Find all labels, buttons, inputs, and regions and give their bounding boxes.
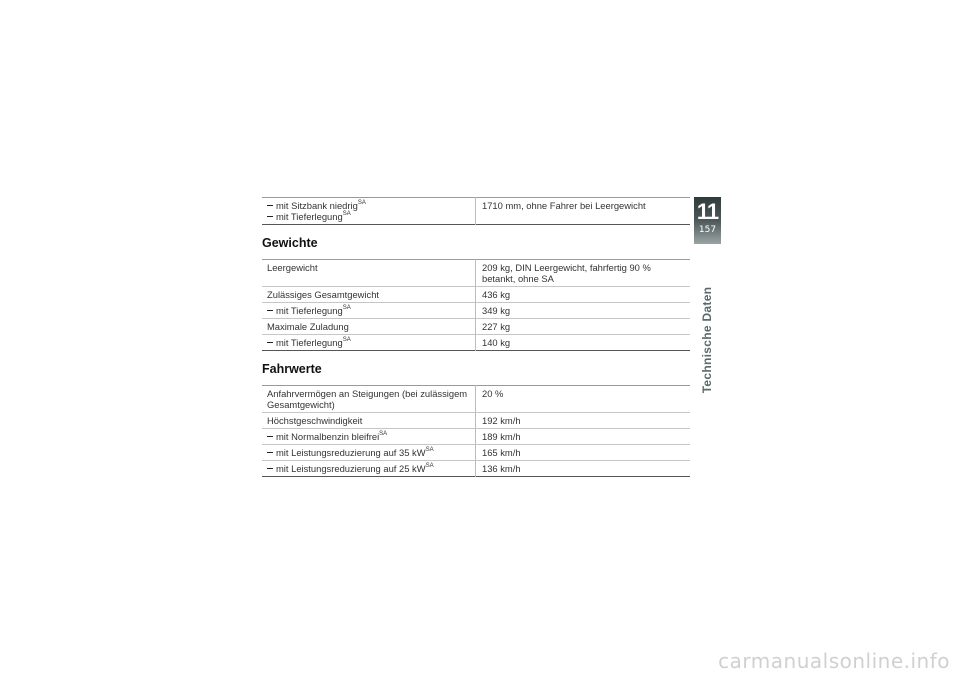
weights-heading: Gewichte [262, 236, 318, 250]
table-row [262, 335, 690, 351]
row-label: Maximale Zuladung [267, 321, 349, 332]
row-label: mit Tieferlegung$^{SA}$ [267, 211, 470, 222]
label-cell [262, 319, 476, 335]
dash-icon [267, 436, 273, 438]
value-cell: 209 kg, DIN Leergewicht, fahrfertig 90 % betankt, ohne SA [482, 262, 651, 284]
value-cell: 20 % [482, 388, 504, 399]
row-label: mit Normalbenzin bleifrei [276, 431, 380, 442]
performance-heading: Fahrwerte [262, 362, 322, 376]
value-cell: 349 kg [482, 305, 511, 316]
chapter-title-text: Technische Daten [700, 286, 714, 394]
label-cell [262, 461, 476, 477]
row-label: Zulässiges Gesamtgewicht [267, 289, 380, 300]
value-cell: 227 kg [482, 321, 511, 332]
row-label: Leergewicht [267, 262, 318, 273]
label-cell [262, 287, 476, 303]
weights-table [262, 259, 690, 351]
sa-superscript: SA [342, 336, 351, 343]
value-cell: 436 kg [482, 289, 511, 300]
sa-superscript: SA [425, 446, 434, 453]
value-cell: 1710 mm, ohne Fahrer bei Leergewicht [482, 200, 646, 211]
dash-icon [267, 468, 273, 470]
label-cell [262, 303, 476, 319]
table-row [262, 445, 690, 461]
performance-table [262, 385, 690, 477]
label-cell [262, 198, 476, 225]
page-number: 157 [698, 225, 717, 235]
value-cell: 189 km/h [482, 431, 521, 442]
dash-icon [267, 216, 273, 218]
label-cell [262, 445, 476, 461]
seat-height-table [262, 197, 690, 225]
dash-icon [267, 205, 273, 207]
table-row [262, 386, 690, 413]
table-row [262, 198, 690, 225]
dash-icon [267, 452, 273, 454]
value-cell: 140 kg [482, 337, 511, 348]
row-label: mit Leistungsreduzierung auf 25 kW [276, 463, 426, 474]
table-row [262, 461, 690, 477]
value-cell: 165 km/h [482, 447, 521, 458]
label-cell [262, 386, 476, 413]
row-label: mit Tieferlegung [276, 305, 343, 316]
label-cell [262, 413, 476, 429]
value-cell: 192 km/h [482, 415, 521, 426]
watermark: carmanualsonline.info [718, 649, 950, 673]
label-cell [262, 429, 476, 445]
row-label: mit Sitzbank niedrig$^{SA}$ [267, 200, 470, 211]
sa-superscript: SA [425, 462, 434, 469]
row-label: mit Tieferlegung [276, 337, 343, 348]
sa-superscript: SA [342, 304, 351, 311]
table-row [262, 303, 690, 319]
table-row [262, 429, 690, 445]
dash-icon [267, 310, 273, 312]
sa-superscript: SA [379, 430, 388, 437]
table-row [262, 319, 690, 335]
table-row [262, 287, 690, 303]
row-label: Höchstgeschwindigkeit [267, 415, 363, 426]
chapter-number: 11 [696, 199, 719, 224]
row-label: mit Leistungsreduzierung auf 35 kW [276, 447, 426, 458]
spec-content [262, 197, 690, 477]
chapter-tab [694, 197, 721, 244]
table-row [262, 260, 690, 287]
label-cell [262, 335, 476, 351]
value-cell: 136 km/h [482, 463, 521, 474]
label-cell [262, 260, 476, 287]
dash-icon [267, 342, 273, 344]
table-row [262, 413, 690, 429]
row-label: Anfahrvermögen an Steigungen (bei zulässigem Gesamtgewicht) [267, 388, 468, 410]
